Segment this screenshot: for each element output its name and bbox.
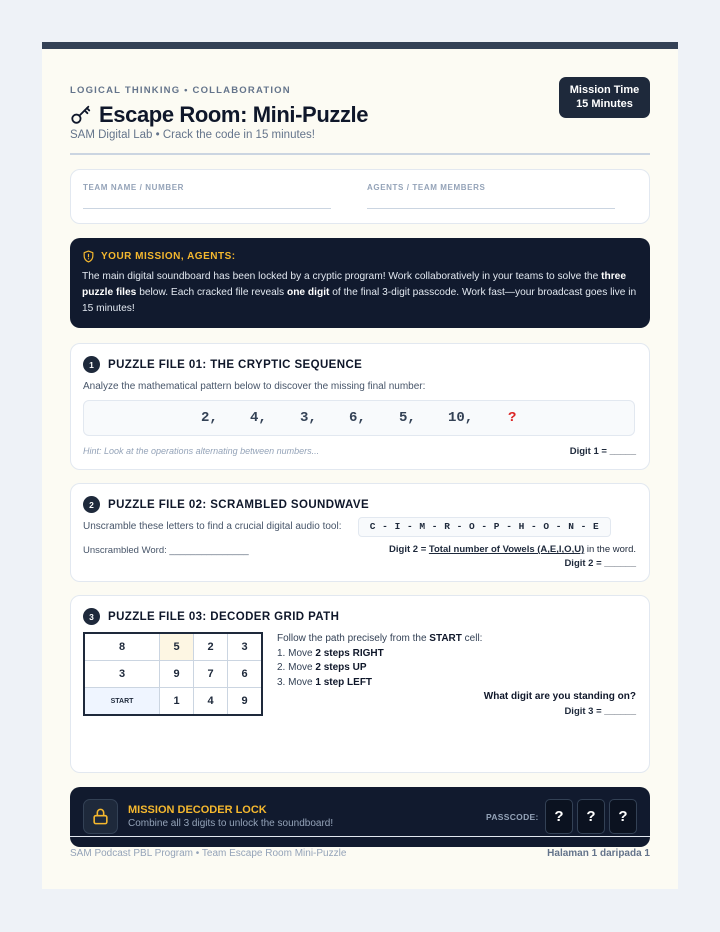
step-text: 2. Move	[277, 662, 316, 673]
top-accent-bar	[42, 42, 678, 49]
puzzle-3-header	[83, 608, 339, 625]
footer-program: SAM Podcast PBL Program • Team Escape Room Mini-Puzzle	[70, 848, 347, 859]
step-bold: 1 step LEFT	[315, 676, 373, 688]
header-divider	[70, 153, 650, 155]
mission-heading-row	[82, 250, 638, 263]
lock-icon-box	[83, 799, 118, 834]
sequence-missing-term: ?	[508, 410, 517, 426]
grid-cell: 6	[228, 661, 263, 688]
path-instructions	[277, 632, 482, 690]
puzzle-file-01	[70, 343, 650, 470]
team-name-field[interactable]	[83, 208, 331, 209]
mission-text-part: below. Each cracked file reveals	[136, 287, 287, 298]
team-members-label: AGENTS / TEAM MEMBERS	[367, 183, 486, 192]
step-bold: 2 steps RIGHT	[315, 647, 384, 659]
path-step-1	[277, 647, 482, 662]
sequence-term: 5,	[399, 410, 416, 426]
mission-text-part: of the final 3-digit passcode. Work fast—your broadcast goes live in 15 minutes!	[82, 287, 637, 314]
mission-time-badge	[559, 77, 650, 118]
puzzle-1-title: PUZZLE FILE 01: THE CRYPTIC SEQUENCE	[108, 358, 363, 371]
badge-line-1: Mission Time	[569, 84, 640, 96]
step-text: 3. Move	[277, 676, 316, 688]
page-subtitle: SAM Digital Lab • Crack the code in 15 minutes!	[70, 129, 316, 141]
team-name-label: TEAM NAME / NUMBER	[83, 183, 185, 192]
page-title: Escape Room: Mini-Puzzle	[99, 102, 369, 127]
scrambled-letters: C - I - M - R - O - P - H - O - N - E	[358, 517, 611, 537]
path-step-2	[277, 661, 482, 676]
unscrambled-word-field[interactable]: Unscrambled Word: _______________	[83, 545, 249, 556]
mission-heading: YOUR MISSION, AGENTS:	[101, 251, 236, 262]
path-intro	[277, 632, 482, 647]
sequence-term: 6,	[349, 410, 366, 426]
step-bold: 2 steps UP	[315, 662, 367, 673]
grid-cell: 9	[160, 661, 194, 688]
grid-cell: 9	[228, 688, 263, 716]
puzzle-1-number: 1	[83, 356, 100, 373]
puzzle-1-header	[83, 356, 362, 373]
lock-title: MISSION DECODER LOCK	[128, 804, 267, 816]
puzzle-3-question: What digit are you standing on?	[483, 691, 636, 702]
team-info-card	[70, 169, 650, 224]
digit-2-answer[interactable]: Digit 2 = ______	[564, 558, 636, 569]
mission-briefing	[70, 238, 650, 328]
grid-cell: 3	[84, 661, 160, 688]
shield-icon	[82, 250, 95, 263]
passcode-slot-1[interactable]: ?	[545, 799, 573, 834]
rule-text: in the word.	[584, 544, 636, 555]
mission-decoder-lock	[70, 787, 650, 847]
team-members-field[interactable]	[367, 208, 615, 209]
puzzle-file-03	[70, 595, 650, 773]
sequence-term: 3,	[300, 410, 317, 426]
puzzle-3-number: 3	[83, 608, 100, 625]
grid-row	[84, 661, 262, 688]
grid-cell: 8	[84, 633, 160, 661]
passcode-label: PASSCODE:	[486, 812, 539, 822]
puzzle-file-02	[70, 483, 650, 582]
key-icon	[70, 104, 92, 126]
grid-cell: 5	[160, 633, 194, 661]
mission-text-part: The main digital soundboard has been locked by a cryptic program! Work collaboratively in your teams to solve the	[82, 271, 602, 282]
lock-icon	[91, 807, 110, 826]
step-text: Follow the path precisely from the	[277, 633, 430, 644]
digit-1-answer[interactable]: Digit 1 = _____	[569, 446, 636, 457]
path-step-3	[277, 676, 482, 691]
footer-page-number: Halaman 1 daripada 1	[547, 848, 650, 859]
puzzle-2-description: Unscramble these letters to find a crucial digital audio tool:	[83, 521, 342, 532]
puzzle-2-header	[83, 496, 369, 513]
passcode-slot-3[interactable]: ?	[609, 799, 637, 834]
passcode-slot-2[interactable]: ?	[577, 799, 605, 834]
puzzle-1-hint: Hint: Look at the operations alternating between numbers...	[83, 446, 320, 456]
badge-line-2: 15 Minutes	[576, 98, 633, 110]
puzzle-2-title: PUZZLE FILE 02: SCRAMBLED SOUNDWAVE	[108, 498, 370, 511]
grid-cell: 1	[160, 688, 194, 716]
digit-2-rule	[389, 544, 636, 555]
mission-text-bold: three puzzle files	[82, 271, 626, 298]
grid-cell: 2	[194, 633, 228, 661]
lock-subtitle: Combine all 3 digits to unlock the soundboard!	[128, 818, 334, 829]
puzzle-1-description: Analyze the mathematical pattern below to discover the missing final number:	[83, 381, 426, 392]
title-row	[70, 100, 368, 130]
digit-3-answer[interactable]: Digit 3 = ______	[564, 706, 636, 717]
mission-text-bold: one digit	[286, 287, 330, 298]
footer-divider	[70, 836, 650, 837]
sequence-term: 4,	[250, 410, 267, 426]
rule-underlined-text: Total number of Vowels (A,E,I,O,U)	[428, 544, 585, 555]
rule-text: Digit 2 =	[389, 544, 429, 555]
puzzle-2-number: 2	[83, 496, 100, 513]
grid-row	[84, 633, 262, 661]
step-text: 1. Move	[277, 647, 316, 659]
step-text: cell:	[461, 633, 483, 644]
sequence-box	[83, 400, 635, 436]
grid-start-cell: START	[84, 688, 160, 716]
grid-cell: 7	[194, 661, 228, 688]
decoder-grid	[83, 632, 263, 716]
mission-text	[82, 269, 638, 317]
worksheet-page	[42, 42, 678, 889]
kicker-label: LOGICAL THINKING • COLLABORATION	[70, 85, 291, 96]
grid-row	[84, 688, 262, 716]
puzzle-3-title: PUZZLE FILE 03: DECODER GRID PATH	[108, 610, 340, 623]
sequence-term: 2,	[201, 410, 218, 426]
step-bold: START	[429, 633, 462, 644]
grid-cell: 4	[194, 688, 228, 716]
grid-cell: 3	[228, 633, 263, 661]
sequence-term: 10,	[448, 410, 474, 426]
